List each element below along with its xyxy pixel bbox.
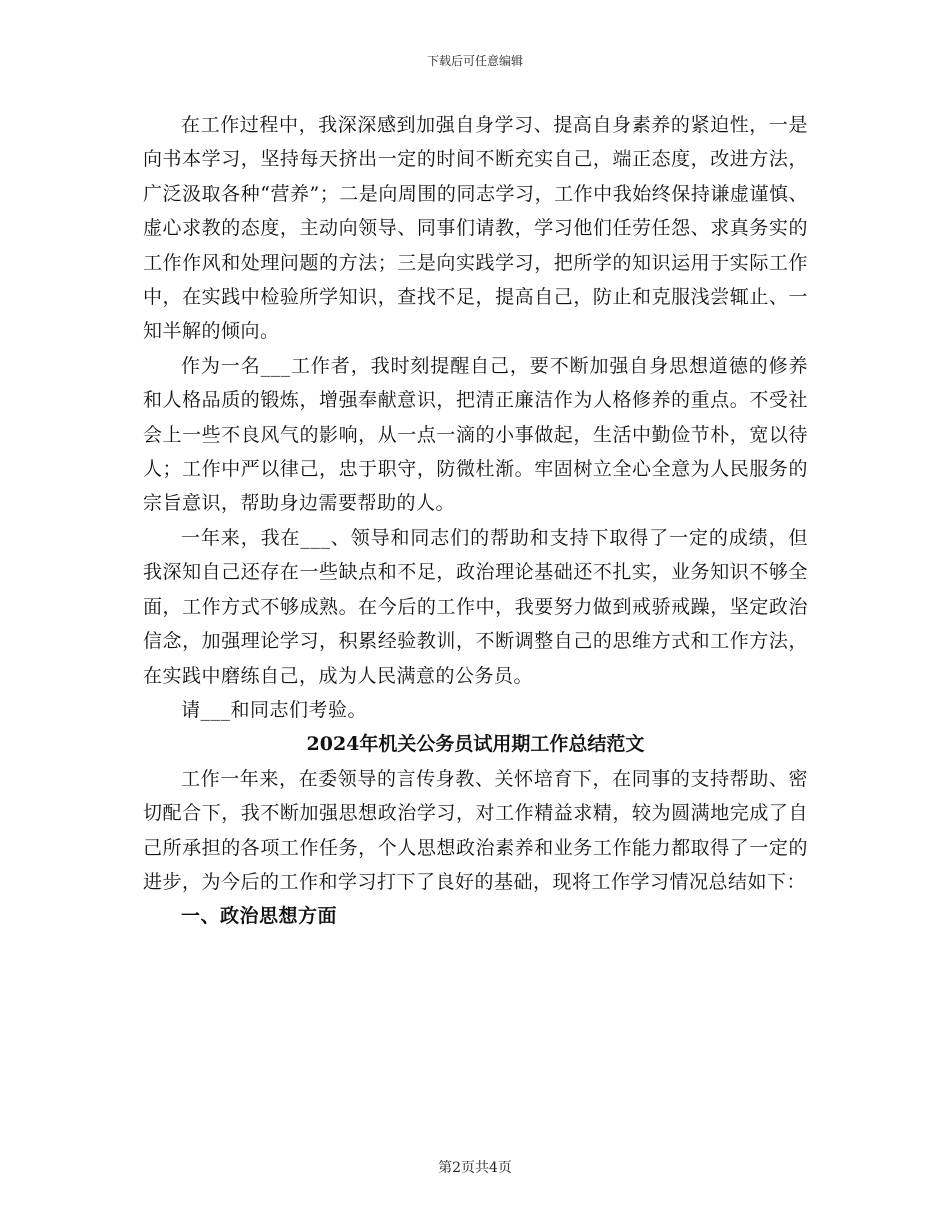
- paragraph-shortcomings: 一年来，我在___、领导和同志们的帮助和支持下取得了一定的成绩，但我深知自己还存在一些缺点和不足，政治理论基础还不扎实，业务知识不够全面，工作方式不够成熟。在今后的工作中，我要努力做到戒骄戒躁，坚定政治信念，加强理论学习，积累经验教训，不断调整自己的思维方式和工作方法，在实践中磨练自己，成为人民满意的公务员。: [143, 526, 808, 687]
- page-number: 第2页共4页: [438, 1160, 512, 1176]
- paragraph-learning: 在工作过程中，我深深感到加强自身学习、提高自身素养的紧迫性，一是向书本学习，坚持每天挤出一定的时间不断充实自己，端正态度，改进方法，广泛汲取各种“营养”；二是向周围的同志学习，工作中我始终保持谦虚谨慎、虚心求教的态度，主动向领导、同事们请教，学习他们任劳任怨、求真务实的工作作风和处理问题的方法；三是向实践学习，把所学的知识运用于实际工作中，在实践中检验所学知识，查找不足，提高自己，防止和克服浅尝辄止、一知半解的倾向。: [143, 114, 808, 343]
- paragraph-intro: 工作一年来，在委领导的言传身教、关怀培育下，在同事的支持帮助、密切配合下，我不断加强思想政治学习，对工作精益求精，较为圆满地完成了自己所承担的各项工作任务，个人思想政治素养和业务工作能力都取得了一定的进步，为今后的工作和学习打下了良好的基础，现将工作学习情况总结如下：: [143, 767, 808, 893]
- document-body: [143, 108, 808, 934]
- document-title: 2024年机关公务员试用期工作总结范文: [306, 733, 645, 756]
- paragraph-moral-cultivation: 作为一名___工作者，我时刻提醒自己，要不断加强自身思想道德的修养和人格品质的锻炼，增强奉献意识，把清正廉洁作为人格修养的重点。不受社会上一些不良风气的影响，从一点一滴的小事做起，生活中勤俭节朴，宽以待人；工作中严以律己，忠于职守，防微杜渐。牢固树立全心全意为人民服务的宗旨意识，帮助身边需要帮助的人。: [143, 354, 808, 515]
- section-heading: 一、政治思想方面: [181, 905, 338, 928]
- page-header: 下载后可任意编辑: [426, 54, 523, 68]
- paragraph-closing: 请___和同志们考验。: [181, 698, 368, 721]
